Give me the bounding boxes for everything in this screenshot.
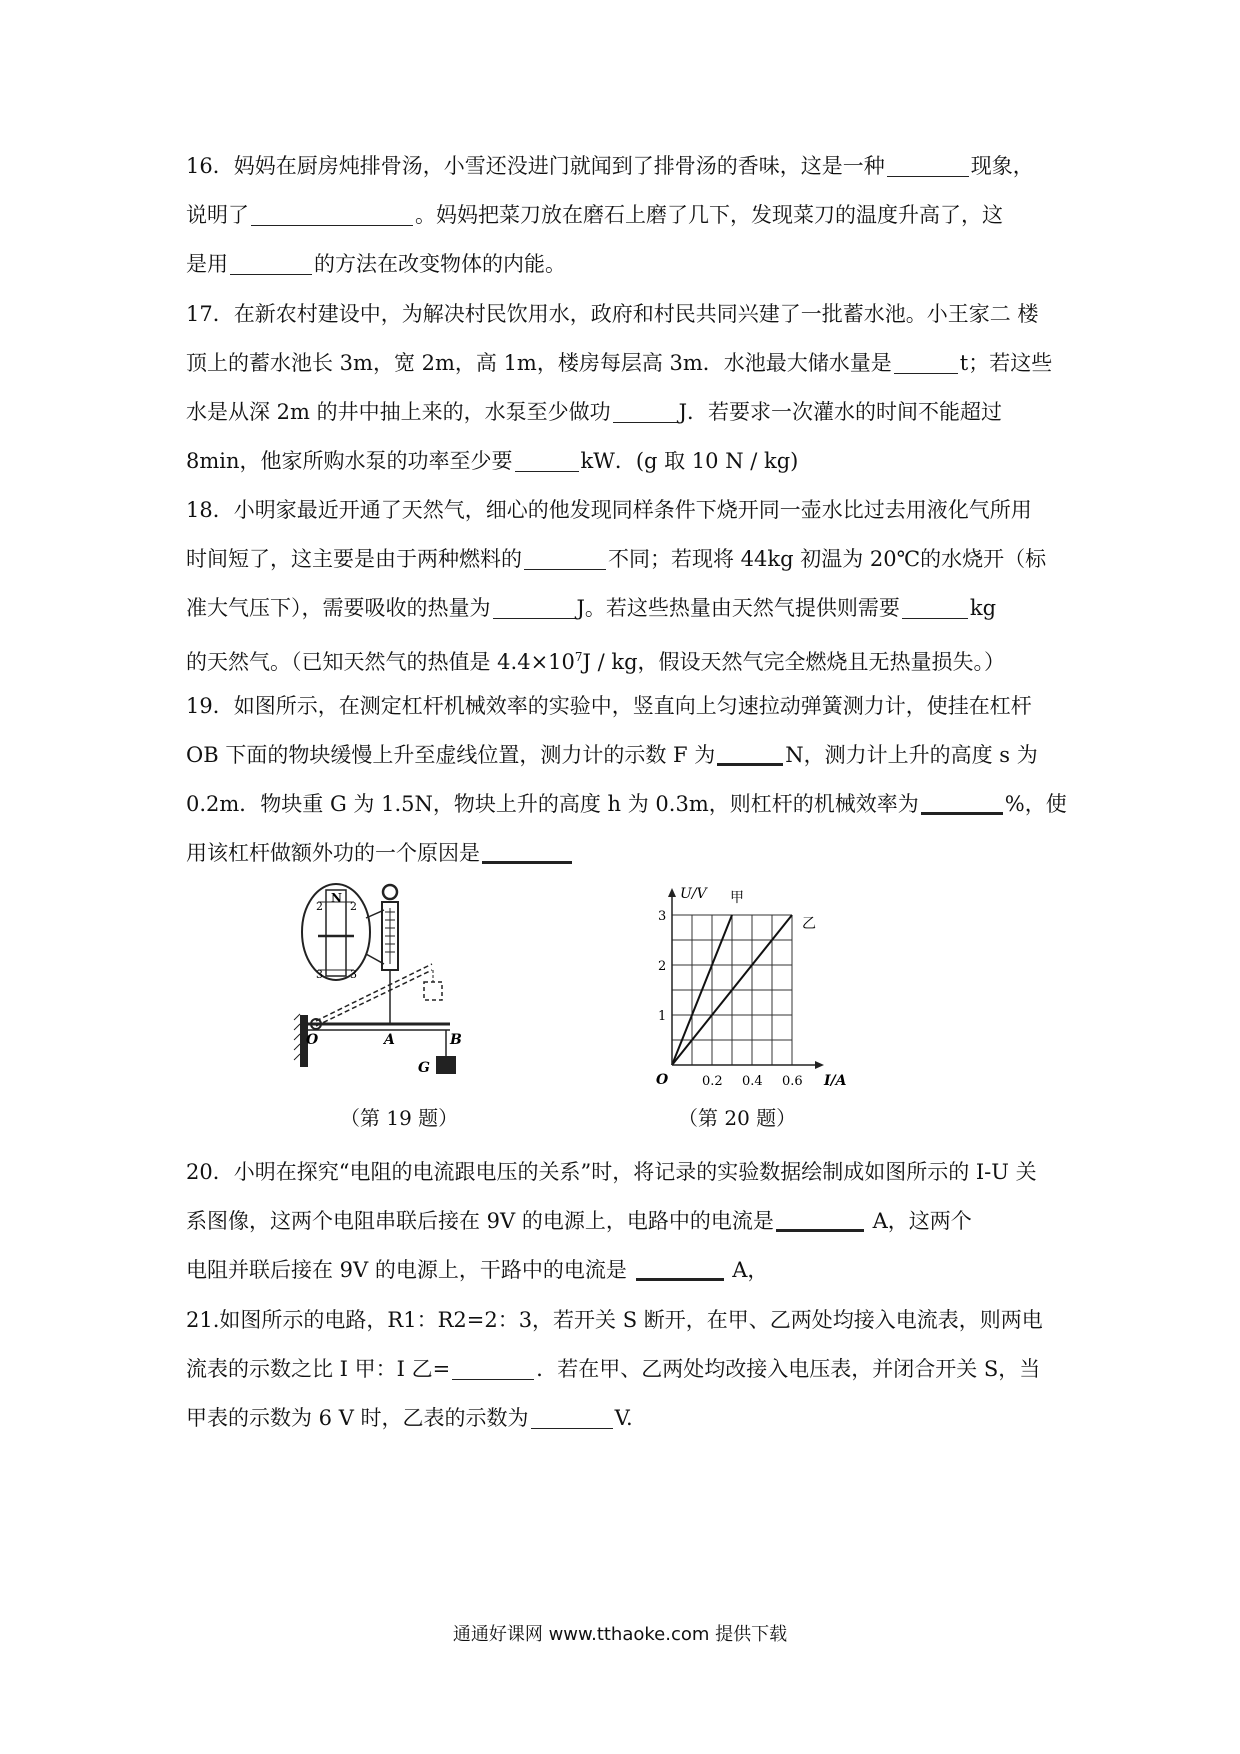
- unit-label-n: N: [331, 891, 342, 905]
- figure-19-caption: （第 19 题）: [340, 1106, 459, 1130]
- y-tick-label: 1: [658, 1009, 667, 1024]
- answer-blank[interactable]: [482, 839, 572, 864]
- wall-hatch: [294, 1014, 300, 1060]
- answer-blank[interactable]: [251, 203, 413, 226]
- question-17: [186, 290, 1066, 486]
- answer-blank[interactable]: [887, 154, 969, 177]
- scale-label-3-right: 3: [350, 968, 357, 981]
- answer-blank[interactable]: [776, 1207, 864, 1232]
- answer-blank[interactable]: [493, 596, 575, 619]
- q19-line-1: 19．如图所示，在测定杠杆机械效率的实验中，竖直向上匀速拉动弹簧测力计，使挂在杠杆: [186, 694, 1032, 718]
- label-o: O: [306, 1032, 319, 1048]
- q17-line-1: 17．在新农村建设中，为解决村民饮用水，政府和村民共同兴建了一批蓄水池。小王家二 楼: [186, 302, 1039, 326]
- q19-line-4: 用该杠杆做额外功的一个原因是: [186, 829, 1066, 878]
- q20-line-1: 20．小明在探究“电阻的电流跟电压的关系”时，将记录的实验数据绘制成如图所示的 I-U 关: [186, 1160, 1037, 1184]
- q18-line-1: 18．小明家最近开通了天然气，细心的他发现同样条件下烧开同一壶水比过去用液化气所用: [186, 498, 1032, 522]
- label-b: B: [450, 1032, 462, 1048]
- y-axis-arrow-icon: [668, 888, 676, 897]
- answer-blank[interactable]: [921, 790, 1003, 815]
- chart-tick-labels: [658, 909, 803, 1089]
- q20-line-2: 系图像，这两个电阻串联后接在 9V 的电源上，电路中的电流是 A，这两个: [186, 1209, 972, 1233]
- y-axis-label: U/V: [680, 886, 707, 902]
- answer-blank[interactable]: [902, 596, 968, 619]
- block-raised-dashed: [424, 982, 442, 1000]
- q21-line-2: 流表的示数之比 I 甲：I 乙= ．若在甲、乙两处均改接入电压表，并闭合开关 S，当: [186, 1357, 1041, 1381]
- block-g: [436, 1056, 456, 1074]
- question-19: [186, 682, 1066, 878]
- answer-blank[interactable]: [717, 741, 783, 766]
- question-20: [186, 1148, 1066, 1295]
- x-tick-label: 0.6: [782, 1074, 803, 1089]
- answer-blank[interactable]: [452, 1357, 534, 1380]
- question-16: [186, 142, 1066, 289]
- q20-line-3: 电阻并联后接在 9V 的电源上，干路中的电流是 A，: [186, 1258, 769, 1282]
- answer-blank[interactable]: [230, 252, 312, 275]
- x-axis-arrow-icon: [815, 1061, 824, 1069]
- answer-blank[interactable]: [531, 1406, 613, 1429]
- answer-blank[interactable]: [524, 547, 606, 570]
- scale-label-3: 3: [316, 968, 323, 981]
- label-g: G: [418, 1060, 430, 1076]
- figure-19-lever-diagram: [290, 880, 510, 1095]
- y-tick-label: 3: [658, 909, 667, 924]
- scale-label-2-right: 2: [350, 900, 357, 913]
- q16-line-1: 16．妈妈在厨房炖排骨汤，小雪还没进门就闻到了排骨汤的香味，这是一种 现象，: [186, 154, 1034, 178]
- figure-20-caption: （第 20 题）: [678, 1106, 797, 1130]
- figure-20-ui-chart: [650, 880, 860, 1089]
- q17-line-4: 8min，他家所购水泵的功率至少要 kW．(g 取 10 N / kg): [186, 449, 799, 473]
- q17-line-2: 顶上的蓄水池长 3m，宽 2m，高 1m，楼房每层高 3m．水池最大储水量是 t；若这些: [186, 351, 1053, 375]
- label-a: A: [384, 1032, 395, 1048]
- page-footer: 通通好课网 www.tthaoke.com 提供下载: [452, 1624, 788, 1645]
- x-tick-label: 0.2: [702, 1074, 723, 1089]
- x-tick-label: 0.4: [742, 1074, 763, 1089]
- q18-line-3: 准大气压下），需要吸收的热量为 J。若这些热量由天然气提供则需要 kg: [186, 596, 997, 620]
- q19-line-3: 0.2m．物块重 G 为 1.5N，物块上升的高度 h 为 0.3m，则杠杆的机械效率为 %，使: [186, 792, 1067, 816]
- question-18: [186, 486, 1066, 687]
- answer-blank[interactable]: [636, 1256, 724, 1281]
- q17-line-3: 水是从深 2m 的井中抽上来的，水泵至少做功 J．若要求一次灌水的时间不能超过: [186, 400, 1003, 424]
- series-label-jia: 甲: [730, 890, 744, 906]
- answer-blank[interactable]: [613, 400, 677, 423]
- origin-label: O: [656, 1072, 669, 1088]
- answer-blank[interactable]: [894, 351, 958, 374]
- q19-line-2: OB 下面的物块缓慢上升至虚线位置，测力计的示数 F 为 N，测力计上升的高度 s 为: [186, 743, 1038, 767]
- series-label-yi: 乙: [802, 916, 816, 932]
- y-tick-label: 2: [658, 959, 667, 974]
- q21-line-3: 甲表的示数为 6 V 时，乙表的示数为 V.: [186, 1406, 633, 1430]
- q16-line-3: 是用 的方法在改变物体的内能。: [186, 252, 566, 276]
- scale-ring: [383, 885, 397, 899]
- answer-blank[interactable]: [515, 449, 579, 472]
- q18-line-2: 时间短了，这主要是由于两种燃料的 不同；若现将 44kg 初温为 20℃的水烧开（标: [186, 547, 1047, 571]
- x-axis-label: I/A: [824, 1073, 847, 1089]
- q16-line-2: 说明了 。妈妈把菜刀放在磨石上磨了几下，发现菜刀的温度升高了，这: [186, 203, 1003, 227]
- question-21: [186, 1296, 1066, 1443]
- q21-line-1: 21.如图所示的电路，R1：R2=2：3，若开关 S 断开，在甲、乙两处均接入电流表，则两电: [186, 1308, 1043, 1332]
- q18-line-4: 的天然气。（已知天然气的热值是 $4.4\times 10^7J$ / kg，假设天然气完全燃烧且无热量损失。）: [186, 650, 1006, 674]
- scale-label-2: 2: [316, 900, 323, 913]
